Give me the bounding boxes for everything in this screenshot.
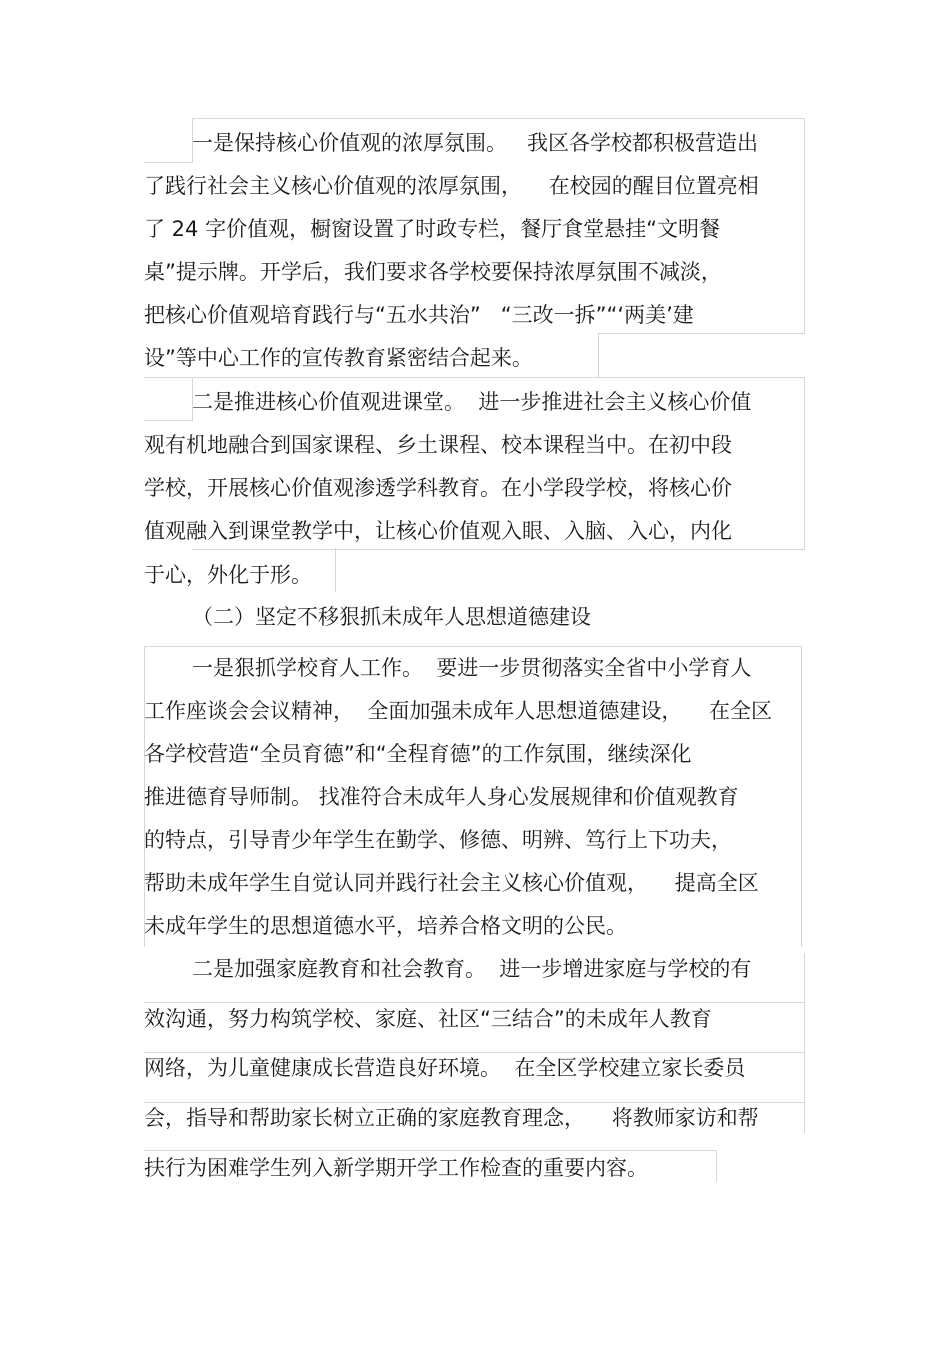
text-line: 的特点，引导青少年学生在勤学、修德、明辨、笃行上下功夫， <box>144 828 732 852</box>
text-line: 扶行为困难学生列入新学期开学工作检查的重要内容。 <box>144 1156 648 1180</box>
text-line: 帮助未成年学生自觉认同并践行社会主义核心价值观， 提高全区 <box>144 871 759 895</box>
text-line: 设”等中心工作的宣传教育紧密结合起来。 <box>144 346 533 370</box>
text-line: 了践行社会主义核心价值观的浓厚氛围， 在校园的醒目位置亮相 <box>144 174 759 198</box>
text-line: 会，指导和帮助家长树立正确的家庭教育理念， 将教师家访和帮 <box>144 1106 759 1130</box>
text-line: 推进德育导师制。 找准符合未成年人身心发展规律和价值观教育 <box>144 785 739 809</box>
text-line: 学校，开展核心价值观渗透学科教育。在小学段学校，将核心价 <box>144 476 732 500</box>
text-line: 于心，外化于形。 <box>144 563 312 587</box>
text-line: 二是推进核心价值观进课堂。 进一步推进社会主义核心价值 <box>192 390 752 414</box>
frame-line <box>144 377 193 421</box>
text-line: 桌”提示牌。开学后，我们要求各学校要保持浓厚氛围不减淡， <box>144 260 722 284</box>
text-line: 效沟通，努力构筑学校、家庭、社区“三结合”的未成年人教育 <box>144 1007 712 1031</box>
text-line: 值观融入到课堂教学中，让核心价值观入眼、入脑、入心，内化 <box>144 519 732 543</box>
section-heading: （二）坚定不移狠抓未成年人思想道德建设 <box>192 605 591 629</box>
frame-line <box>335 548 337 592</box>
text-line: 工作座谈会会议精神， 全面加强未成年人思想道德建设， 在全区 <box>144 699 773 723</box>
text-line: 各学校营造“全员育德”和“全程育德”的工作氛围，继续深化 <box>144 742 692 766</box>
frame-line <box>716 1150 718 1182</box>
text-line: 把核心价值观培育践行与“五水共治” “三改一拆”“‘两美’建 <box>144 303 694 327</box>
text-line: 了 24 字价值观，橱窗设置了时政专栏，餐厅食堂悬挂“文明餐 <box>144 217 720 241</box>
text-line: 一是保持核心价值观的浓厚氛围。 我区各学校都积极营造出 <box>192 131 759 155</box>
frame-line <box>804 953 806 1133</box>
text-line: 观有机地融合到国家课程、乡土课程、校本课程当中。在初中段 <box>144 433 732 457</box>
frame-line <box>144 118 193 163</box>
text-line: 一是狠抓学校育人工作。 要进一步贯彻落实全省中小学育人 <box>192 656 752 680</box>
text-line: 二是加强家庭教育和社会教育。 进一步增进家庭与学校的有 <box>192 957 752 981</box>
text-line: 网络，为儿童健康成长营造良好环境。 在全区学校建立家长委员 <box>144 1056 746 1080</box>
frame-line <box>144 1150 716 1152</box>
frame-line <box>598 333 805 378</box>
text-line: 未成年学生的思想道德水平，培养合格文明的公民。 <box>144 914 627 938</box>
